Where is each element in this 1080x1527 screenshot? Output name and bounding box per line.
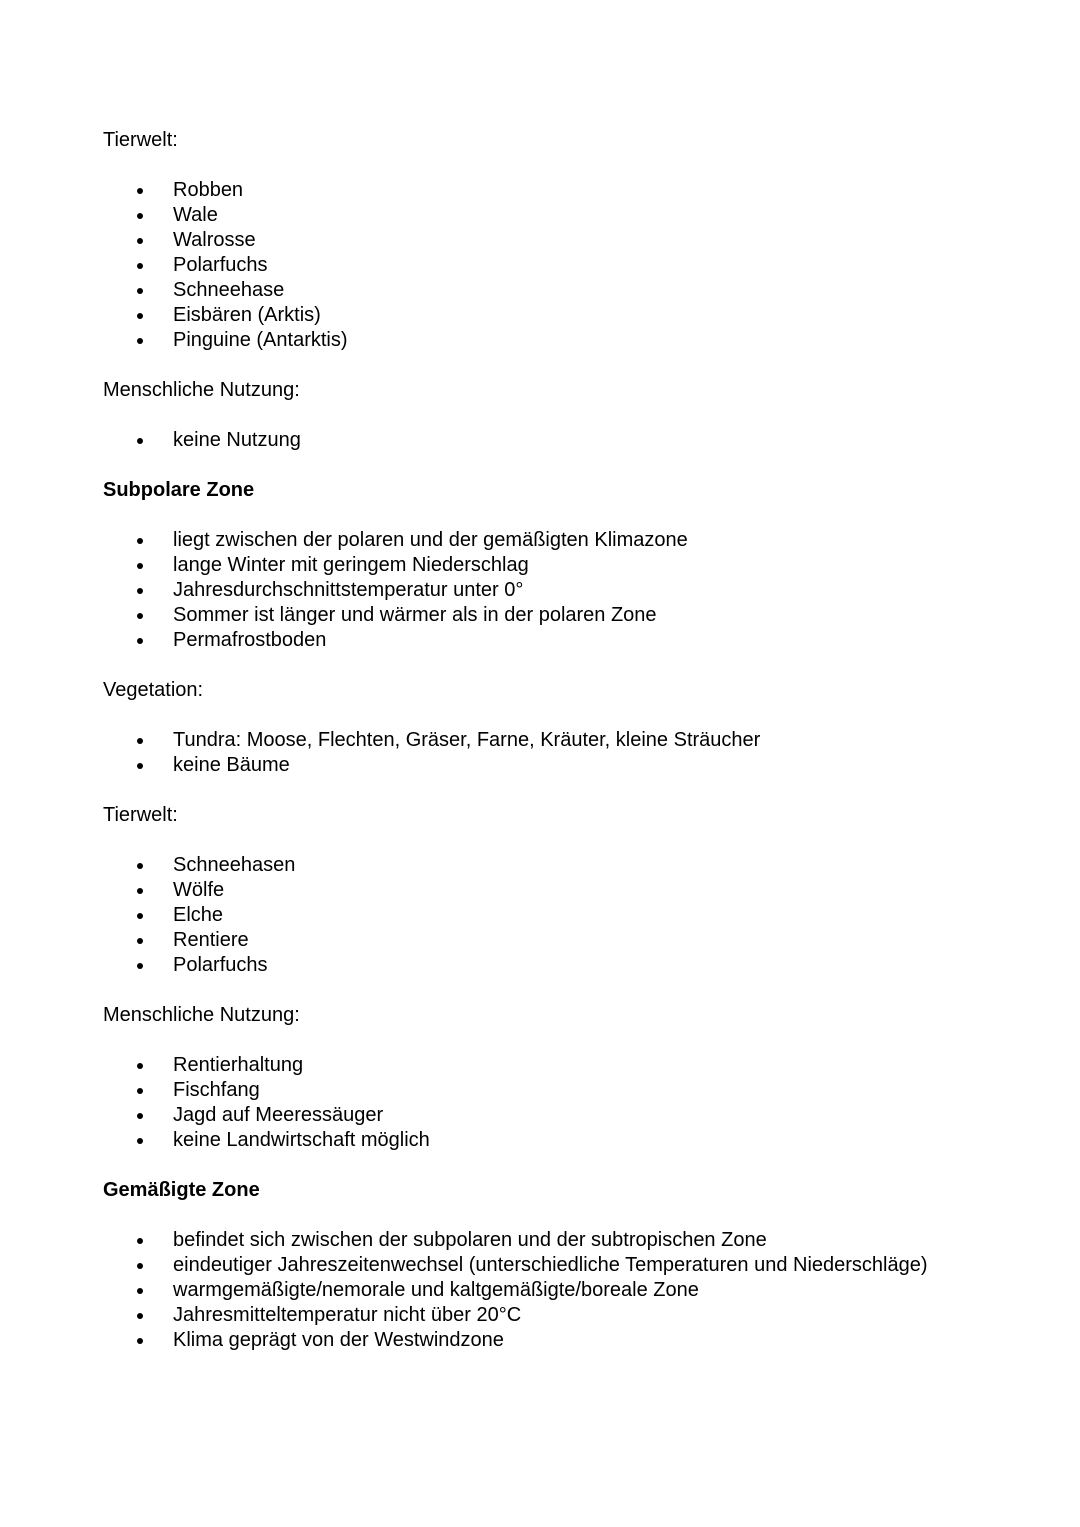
bullet-list xyxy=(103,728,977,778)
section-heading: Subpolare Zone xyxy=(103,479,255,501)
bullet-item: befindet sich zwischen der subpolaren und der subtropischen Zone xyxy=(103,1228,977,1253)
section-label: Tierwelt: xyxy=(103,804,178,826)
bullet-item: keine Nutzung xyxy=(103,428,977,453)
bullet-item: Klima geprägt von der Westwindzone xyxy=(103,1328,977,1353)
bullet-item: Elche xyxy=(103,903,977,928)
section-label: Menschliche Nutzung: xyxy=(103,379,300,401)
bullet-item: Schneehasen xyxy=(103,853,977,878)
bullet-item: Jahresdurchschnittstemperatur unter 0° xyxy=(103,578,977,603)
bullet-item: Schneehase xyxy=(103,278,977,303)
bullet-list xyxy=(103,428,977,453)
bullet-item: Walrosse xyxy=(103,228,977,253)
bullet-item: Sommer ist länger und wärmer als in der polaren Zone xyxy=(103,603,977,628)
bullet-item: Robben xyxy=(103,178,977,203)
bullet-list xyxy=(103,178,977,353)
bullet-item: Polarfuchs xyxy=(103,253,977,278)
section-label: Menschliche Nutzung: xyxy=(103,1004,300,1026)
bullet-item: Tundra: Moose, Flechten, Gräser, Farne, Kräuter, kleine Sträucher xyxy=(103,728,977,753)
bullet-item: Wale xyxy=(103,203,977,228)
section-heading: Gemäßigte Zone xyxy=(103,1179,260,1201)
bullet-item: liegt zwischen der polaren und der gemäßigten Klimazone xyxy=(103,528,977,553)
bullet-item: keine Bäume xyxy=(103,753,977,778)
bullet-item: Pinguine (Antarktis) xyxy=(103,328,977,353)
bullet-list xyxy=(103,1228,977,1353)
bullet-list xyxy=(103,853,977,978)
bullet-item: Fischfang xyxy=(103,1078,977,1103)
section-label: Tierwelt: xyxy=(103,129,178,151)
bullet-item: Permafrostboden xyxy=(103,628,977,653)
bullet-item: Wölfe xyxy=(103,878,977,903)
bullet-item: keine Landwirtschaft möglich xyxy=(103,1128,977,1153)
bullet-item: Polarfuchs xyxy=(103,953,977,978)
bullet-item: eindeutiger Jahreszeitenwechsel (unterschiedliche Temperaturen und Niederschläge) xyxy=(103,1253,977,1278)
section-label: Vegetation: xyxy=(103,679,204,701)
bullet-item: Jahresmitteltemperatur nicht über 20°C xyxy=(103,1303,977,1328)
bullet-item: lange Winter mit geringem Niederschlag xyxy=(103,553,977,578)
bullet-item: Rentierhaltung xyxy=(103,1053,977,1078)
bullet-list xyxy=(103,528,977,653)
bullet-item: Rentiere xyxy=(103,928,977,953)
bullet-item: Jagd auf Meeressäuger xyxy=(103,1103,977,1128)
bullet-item: Eisbären (Arktis) xyxy=(103,303,977,328)
bullet-list xyxy=(103,1053,977,1153)
bullet-item: warmgemäßigte/nemorale und kaltgemäßigte/boreale Zone xyxy=(103,1278,977,1303)
document-content xyxy=(103,128,977,1353)
